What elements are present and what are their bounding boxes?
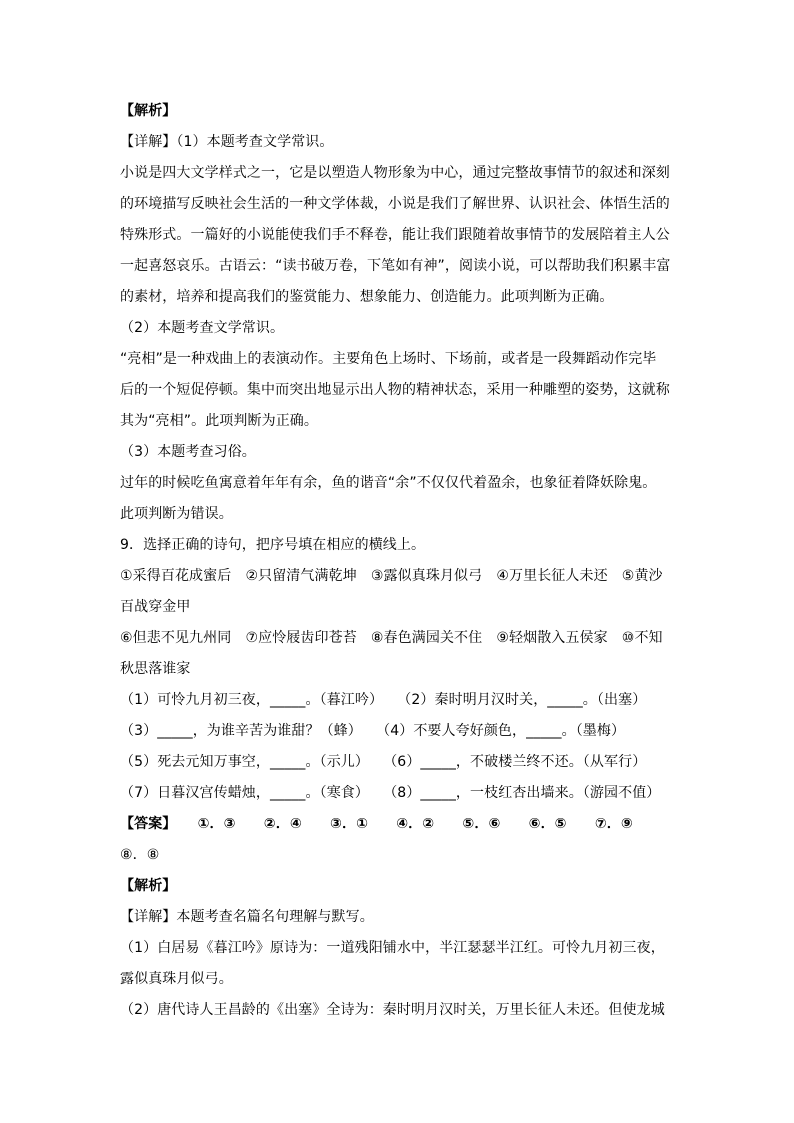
option-line: 秋思落谁家 xyxy=(120,661,191,677)
paragraph-line: 小说是四大文学样式之一，它是以塑造人物形象为中心，通过完整故事情节的叙述和深刻 xyxy=(120,165,670,181)
paragraph-line: 后的一个短促停顿。集中而突出地显示出人物的精神状态，采用一种雕塑的姿势，这就称 xyxy=(120,382,670,398)
paragraph-line: 特殊形式。一篇好的小说能使我们手不释卷，能让我们跟随着故事情节的发展陪着主人公 xyxy=(120,227,670,243)
paragraph-line: 的环境描写反映社会生活的一种文学体裁，小说是我们了解世界、认识社会、体悟生活的 xyxy=(120,196,670,212)
paragraph-line: 一起喜怒哀乐。古语云：“读书破万卷，下笔如有神”，阅读小说，可以帮助我们积累丰富 xyxy=(120,258,671,274)
analysis-heading: 【解析】 xyxy=(120,103,177,119)
answer-line: 【答案】 ①．③ ②．④ ③．① ④．② ⑤．⑥ ⑥．⑤ ⑦．⑨ xyxy=(120,816,633,832)
paragraph-line: 此项判断为错误。 xyxy=(120,506,233,522)
paragraph-line: （2）唐代诗人王昌龄的《出塞》全诗为：秦时明月汉时关，万里长征人未还。但使龙城 xyxy=(120,1002,665,1018)
paragraph-line: 的素材，培养和提高我们的鉴赏能力、想象能力、创造能力。此项判断为正确。 xyxy=(120,289,614,305)
paragraph-line: 过年的时候吃鱼寓意着年年有余，鱼的谐音“余”不仅仅代着盈余，也象征着降妖除鬼。 xyxy=(120,475,657,491)
answer-line: ⑧．⑧ xyxy=(120,847,160,863)
paragraph-line: 其为“亮相”。此项判断为正确。 xyxy=(120,413,319,429)
detail-line: 【详解】本题考查名篇名句理解与默写。 xyxy=(120,909,374,925)
paragraph-line: （2）本题考查文学常识。 xyxy=(120,320,285,336)
question-title: 9．选择正确的诗句，把序号填在相应的横线上。 xyxy=(120,537,426,553)
paragraph-line: 露似真珠月似弓。 xyxy=(120,971,233,987)
blank-line: （5）死去元知万事空，_____。（示儿） （6）_____，不破楼兰终不还。（从军行） xyxy=(120,754,647,770)
blank-line: （3）_____，为谁辛苦为谁甜？（蜂） （4）不要人夸好颜色，_____。（墨梅） xyxy=(120,723,626,739)
blank-line: （1）可怜九月初三夜，_____。（暮江吟） （2）秦时明月汉时关，_____。（出塞） xyxy=(120,692,647,708)
option-line: 百战穿金甲 xyxy=(120,599,191,615)
document-page xyxy=(120,96,680,1026)
paragraph-line: （1）白居易《暮江吟》原诗为：一道残阳铺水中，半江瑟瑟半江红。可怜九月初三夜， xyxy=(120,940,665,956)
analysis-heading: 【解析】 xyxy=(120,878,177,894)
option-line: ①采得百花成蜜后 ②只留清气满乾坤 ③露似真珠月似弓 ④万里长征人未还 ⑤黄沙 xyxy=(120,568,663,584)
paragraph-line: （3）本题考查习俗。 xyxy=(120,444,256,460)
paragraph-line: “亮相”是一种戏曲上的表演动作。主要角色上场时、下场前，或者是一段舞蹈动作完毕 xyxy=(120,351,657,367)
option-line: ⑥但悲不见九州同 ⑦应怜屐齿印苍苔 ⑧春色满园关不住 ⑨轻烟散入五侯家 ⑩不知 xyxy=(120,630,663,646)
detail-line: 【详解】（1）本题考查文学常识。 xyxy=(120,134,334,150)
blank-line: （7）日暮汉宫传蜡烛，_____。（寒食） （8）_____，一枝红杏出墙来。（游园不值） xyxy=(120,785,661,801)
